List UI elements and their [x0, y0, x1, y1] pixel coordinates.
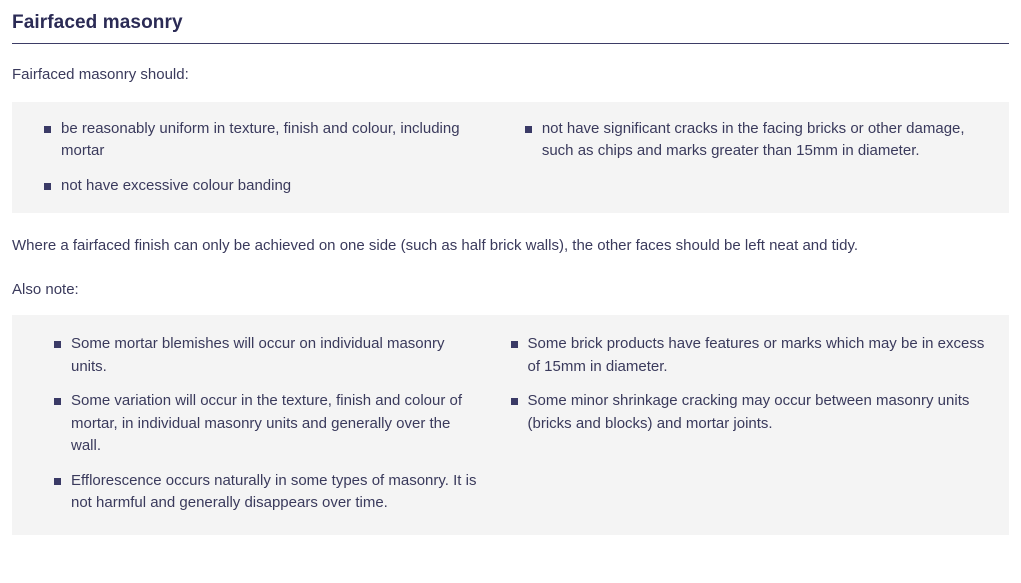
title-divider — [12, 43, 1009, 44]
requirements-right-list — [525, 118, 989, 163]
list-item-text: be reasonably uniform in texture, finish and colour, including mortar — [61, 119, 460, 160]
list-item-text: Efflorescence occurs naturally in some types of masonry. It is not harmful and generally disappears over time. — [71, 471, 477, 512]
also-note-left-column — [32, 333, 511, 515]
bullet-square-icon — [54, 398, 61, 405]
page-title: Fairfaced masonry — [12, 12, 183, 33]
list-item-text: not have significant cracks in the facing bricks or other damage, such as chips and marks greater than 15mm in diameter. — [541, 119, 965, 160]
list-item — [44, 175, 503, 198]
bullet-square-icon — [44, 183, 51, 190]
list-item — [525, 118, 989, 163]
also-note-right-column — [511, 333, 990, 515]
list-item-text: Some variation will occur in the texture, finish and colour of mortar, in individual masonry units and generally over the wall. — [71, 392, 463, 455]
also-note-label: Also note: — [12, 280, 79, 298]
list-item — [511, 390, 990, 435]
requirements-right-column — [525, 118, 989, 198]
lead-text: Fairfaced masonry should: — [12, 66, 189, 83]
bullet-square-icon — [511, 398, 518, 405]
list-item-text: Some mortar blemishes will occur on individual masonry units. — [71, 335, 445, 375]
requirements-left-list — [44, 118, 503, 198]
bullet-square-icon — [511, 341, 518, 348]
requirements-panel — [12, 102, 1009, 214]
bullet-square-icon — [44, 126, 51, 133]
also-note-panel — [12, 315, 1009, 535]
list-item-text: Some brick products have features or marks which may be in excess of 15mm in diameter. — [527, 335, 985, 375]
list-item-text: not have excessive colour banding — [61, 176, 292, 194]
also-note-right-list — [511, 333, 990, 435]
bullet-square-icon — [525, 126, 532, 133]
list-item-text: Some minor shrinkage cracking may occur between masonry units (bricks and blocks) and mortar joints. — [527, 392, 970, 432]
requirements-columns — [32, 118, 989, 198]
list-item — [54, 333, 481, 378]
list-item — [44, 118, 503, 163]
requirements-left-column — [32, 118, 525, 198]
list-item — [54, 470, 481, 515]
bullet-square-icon — [54, 478, 61, 485]
bullet-square-icon — [54, 341, 61, 348]
also-note-left-list — [54, 333, 481, 515]
body-paragraph: Where a fairfaced finish can only be achieved on one side (such as half brick walls), the other faces should be left neat and tidy. — [12, 237, 859, 255]
also-note-columns — [32, 333, 989, 515]
list-item — [54, 390, 481, 458]
list-item — [511, 333, 990, 378]
